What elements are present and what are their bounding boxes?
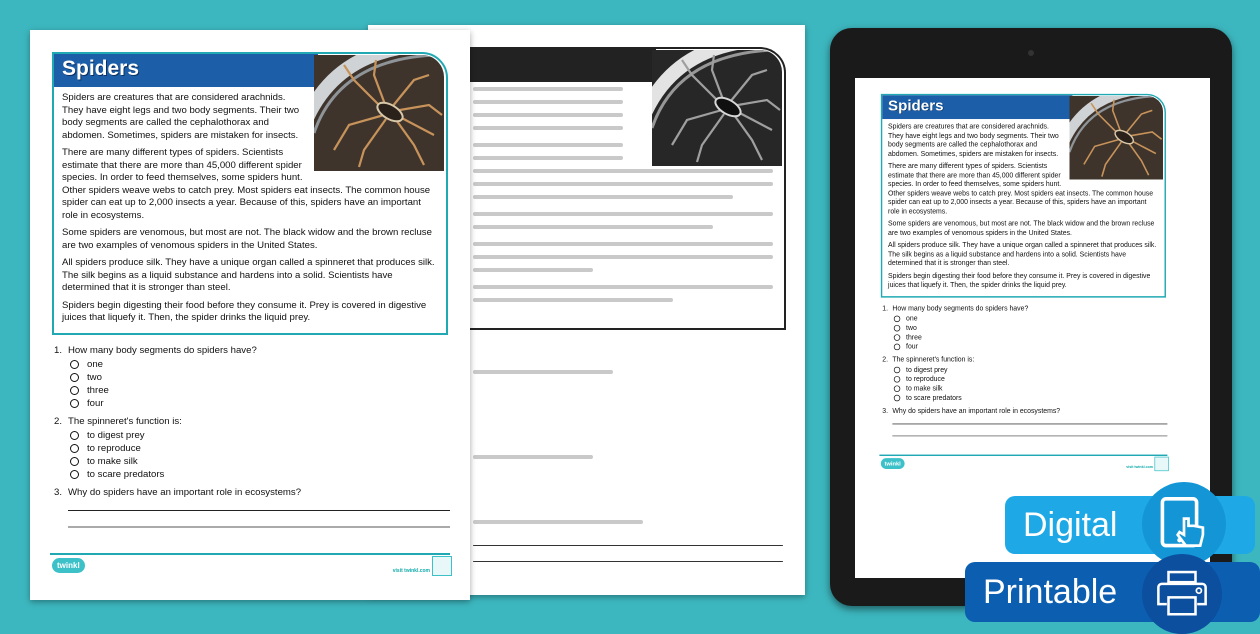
- question: [54, 487, 450, 528]
- radio-button[interactable]: [894, 315, 900, 321]
- answer-option[interactable]: [894, 334, 1168, 341]
- question-number: 3.: [54, 487, 63, 498]
- passage-paragraph: Spiders begin digesting their food before they consume it. Prey is covered in digestive juices that liquefy it. Then, the spider drinks the liquid prey.: [62, 299, 427, 323]
- answer-option[interactable]: [70, 385, 450, 395]
- faded-text-line: [473, 113, 623, 117]
- answer-option[interactable]: [894, 366, 1168, 373]
- option-label: four: [87, 397, 104, 409]
- faded-text-line: [473, 520, 643, 524]
- answer-option[interactable]: [70, 443, 450, 453]
- faded-text-line: [473, 242, 773, 246]
- twinkl-logo: twinkl: [881, 458, 905, 469]
- passage-paragraph: Spiders are creatures that are considered arachnids. They have eight legs and two body segments. Their two body segments are called the cephalothorax and abdomen. Sometimes, spiders are mistaken for insects.: [888, 122, 1059, 158]
- faded-text-line: [473, 195, 733, 199]
- question-number: 2.: [882, 355, 889, 364]
- digital-label: Digital: [1005, 496, 1255, 554]
- passage-paragraph: All spiders produce silk. They have a unique organ called a spinneret that produces silk. The silk begins as a liquid substance and hardens into a solid. Scientists have determined that it is stronger than steel.: [62, 257, 435, 293]
- answer-option[interactable]: [894, 324, 1168, 331]
- worksheet-title: Spiders: [54, 54, 318, 87]
- spider-photo: [1069, 96, 1163, 180]
- radio-button[interactable]: [70, 386, 79, 395]
- radio-button[interactable]: [70, 373, 79, 382]
- quality-badge-icon: [1154, 457, 1168, 471]
- radio-button[interactable]: [894, 343, 900, 349]
- answer-option[interactable]: [70, 372, 450, 382]
- footer-divider: [50, 553, 450, 555]
- passage-text: [888, 123, 1159, 294]
- question-number: 2.: [54, 416, 63, 427]
- reading-passage-box: [52, 52, 448, 335]
- digital-badge: [1005, 496, 1255, 554]
- radio-button[interactable]: [894, 366, 900, 372]
- option-label: to make silk: [87, 455, 138, 467]
- radio-button[interactable]: [894, 385, 900, 391]
- faded-answer-line: [473, 561, 783, 562]
- printable-worksheet-front: [30, 30, 470, 600]
- option-label: to digest prey: [906, 365, 948, 374]
- answer-option[interactable]: [894, 375, 1168, 382]
- option-label: to make silk: [906, 384, 943, 393]
- option-label: to scare predators: [87, 468, 165, 480]
- faded-text-line: [473, 169, 773, 173]
- footer-link[interactable]: visit twinkl.com: [392, 568, 430, 574]
- answer-line[interactable]: [892, 424, 1167, 425]
- option-label: to digest prey: [87, 429, 145, 441]
- question-text: Why do spiders have an important role in ecosystems?: [68, 487, 302, 498]
- radio-button[interactable]: [894, 325, 900, 331]
- passage-paragraph: Spiders begin digesting their food before they consume it. Prey is covered in digestive juices that liquefy it. Then, the spider drinks the liquid prey.: [888, 272, 1151, 289]
- faded-text-line: [473, 143, 623, 147]
- spider-photo: [652, 50, 782, 166]
- quality-badge-icon: [432, 556, 452, 576]
- questions-section: [54, 345, 450, 536]
- answer-line[interactable]: [68, 526, 450, 528]
- radio-button[interactable]: [894, 334, 900, 340]
- digital-worksheet[interactable]: [865, 78, 1182, 488]
- answer-option[interactable]: [894, 394, 1168, 401]
- option-label: to scare predators: [906, 393, 962, 402]
- option-label: four: [906, 342, 918, 351]
- option-label: to reproduce: [87, 442, 141, 454]
- passage-text: [62, 92, 438, 330]
- radio-button[interactable]: [70, 399, 79, 408]
- radio-button[interactable]: [70, 444, 79, 453]
- option-label: two: [87, 371, 102, 383]
- answer-option[interactable]: [70, 398, 450, 408]
- answer-line[interactable]: [892, 435, 1167, 436]
- faded-text-line: [473, 156, 623, 160]
- faded-text-line: [473, 298, 673, 302]
- option-label: three: [906, 333, 922, 342]
- option-label: to reproduce: [906, 375, 945, 383]
- answer-option[interactable]: [70, 456, 450, 466]
- question-number: 1.: [54, 345, 63, 356]
- radio-button[interactable]: [70, 360, 79, 369]
- question-text: How many body segments do spiders have?: [892, 304, 1029, 313]
- footer-link[interactable]: visit twinkl.com: [1126, 465, 1153, 470]
- question-text: How many body segments do spiders have?: [68, 345, 257, 356]
- radio-button[interactable]: [894, 376, 900, 382]
- question: [54, 345, 450, 408]
- question-number: 3.: [882, 407, 889, 415]
- question-text: The spinneret's function is:: [892, 355, 975, 364]
- questions-section: [882, 305, 1167, 443]
- answer-option[interactable]: [70, 469, 450, 479]
- faded-text-line: [473, 255, 773, 259]
- faded-text-line: [473, 100, 623, 104]
- passage-paragraph: All spiders produce silk. They have a unique organ called a spinneret that produces silk. The silk begins as a liquid substance and hardens into a solid. Scientists have determined that it is stronger than steel.: [888, 241, 1157, 268]
- answer-option[interactable]: [70, 359, 450, 369]
- radio-button[interactable]: [70, 470, 79, 479]
- question: [54, 416, 450, 479]
- twinkl-logo: twinkl: [52, 558, 85, 573]
- faded-text-line: [473, 370, 613, 374]
- passage-paragraph: Spiders are creatures that are considered arachnids. They have eight legs and two body segments. Their two body segments are called the cephalothorax and abdomen. Sometimes, spiders are mistaken for insects.: [62, 92, 300, 141]
- faded-text-line: [473, 455, 593, 459]
- reading-passage-box: [881, 94, 1166, 298]
- radio-button[interactable]: [70, 457, 79, 466]
- faded-text-line: [473, 212, 773, 216]
- faded-text-line: [473, 285, 773, 289]
- faded-text-line: [473, 126, 623, 130]
- radio-button[interactable]: [894, 394, 900, 400]
- answer-option[interactable]: [894, 343, 1168, 350]
- radio-button[interactable]: [70, 431, 79, 440]
- option-label: one: [906, 314, 918, 323]
- faded-answer-line: [473, 545, 783, 546]
- footer-divider: [879, 455, 1167, 456]
- question-text: The spinneret's function is:: [68, 416, 182, 427]
- printer-icon: [1142, 554, 1222, 634]
- passage-paragraph: Some spiders are venomous, but most are not. The black widow and the brown recluse are two examples of venomous spiders in the United States.: [888, 219, 1155, 237]
- answer-option[interactable]: [894, 315, 1168, 322]
- option-label: three: [87, 384, 109, 396]
- faded-text-line: [473, 268, 593, 272]
- option-label: one: [87, 358, 104, 370]
- question: [882, 407, 1167, 437]
- faded-text-line: [473, 225, 713, 229]
- answer-line[interactable]: [68, 510, 450, 511]
- question-number: 1.: [882, 304, 889, 313]
- question-text: Why do spiders have an important role in ecosystems?: [892, 407, 1061, 415]
- tablet-camera: [1028, 50, 1034, 56]
- answer-option[interactable]: [70, 430, 450, 440]
- printable-badge: [965, 562, 1260, 622]
- faded-text-line: [473, 182, 773, 186]
- spider-photo: [314, 55, 444, 171]
- worksheet-title: Spiders: [882, 95, 1072, 119]
- passage-paragraph: There are many different types of spiders. Scientists estimate that there are more than 45,000 different spider species. In order to feed themselves, some spiders hunt. Other spiders weave webs to catch prey. Most spiders eat insects. The common house spider can eat up to 2,000 insects a year. Because of this, spiders have an important role in ecosystems.: [888, 162, 1154, 216]
- question: [882, 305, 1167, 350]
- faded-text-line: [473, 87, 623, 91]
- option-label: two: [906, 323, 917, 332]
- question: [882, 356, 1167, 401]
- printable-label: Printable: [965, 562, 1260, 622]
- passage-paragraph: There are many different types of spiders. Scientists estimate that there are more than 45,000 different spider species. In order to feed themselves, some spiders hunt. Other spiders weave webs to catch prey. Most spiders eat insects. The common house spider can eat up to 2,000 insects a year. Because of this, spiders have an important role in ecosystems.: [62, 147, 431, 221]
- answer-option[interactable]: [894, 385, 1168, 392]
- passage-paragraph: Some spiders are venomous, but most are not. The black widow and the brown recluse are two examples of venomous spiders in the United States.: [62, 227, 432, 251]
